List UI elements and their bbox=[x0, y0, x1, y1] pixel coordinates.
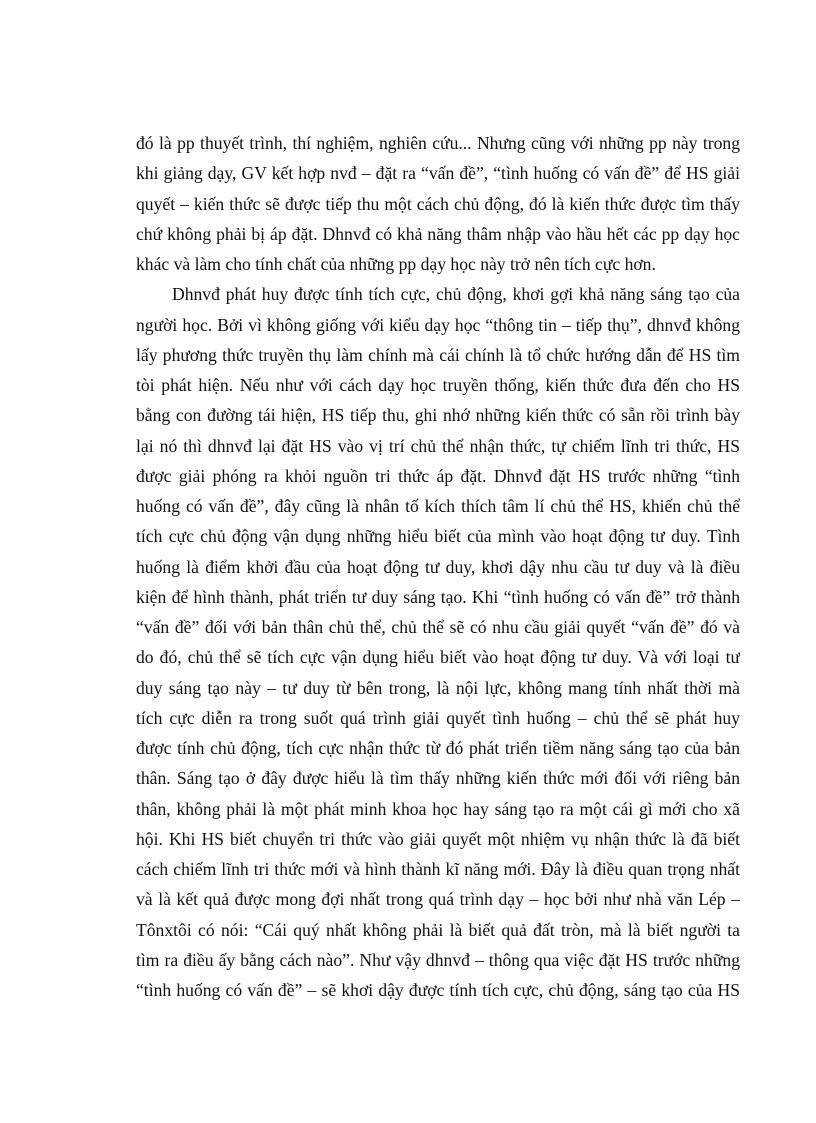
paragraph-2 bbox=[136, 279, 740, 1005]
text-line: Tônxtôi có nói: “Cái quý nhất không phải là biết quả đất tròn, mà là biết người ta bbox=[136, 919, 740, 940]
text-line: “tình huống có vấn đề” – sẽ khơi dậy được tính tích cực, chủ động, sáng tạo của HS bbox=[136, 980, 740, 1000]
text-line: lại nó thì dhnvđ lại đặt HS vào vị trí chủ thể nhận thức, tự chiếm lĩnh tri thức, HS bbox=[136, 435, 740, 456]
text-line: người học. Bởi vì không giống với kiểu dạy học “thông tin – tiếp thụ”, dhnvđ không bbox=[136, 314, 740, 335]
text-line: được tính chủ động, tích cực nhận thức từ đó phát triển tiềm năng sáng tạo của bản bbox=[136, 738, 740, 758]
text-line: cách chiếm lĩnh tri thức mới và hình thành kĩ năng mới. Đây là điều quan trọng nhất bbox=[136, 859, 740, 879]
text-line: huống là điểm khởi đầu của hoạt động tư duy, khơi dậy nhu cầu tư duy và là điều bbox=[136, 556, 740, 577]
text-line: tích cực diễn ra trong suốt quá trình giải quyết tình huống – chủ thể sẽ phát huy bbox=[136, 707, 740, 728]
text-line: kiện để hình thành, phát triển tư duy sáng tạo. Khi “tình huống có vấn đề” trở thành bbox=[136, 586, 740, 607]
paragraph-1 bbox=[136, 128, 740, 279]
text-line: tích cực chủ động vận dụng những hiểu biết của mình vào hoạt động tư duy. Tình bbox=[136, 526, 740, 547]
text-line: do đó, chủ thể sẽ tích cực vận dụng hiểu biết vào hoạt động tư duy. Và với loại tư bbox=[136, 647, 740, 668]
text-line: tìm ra điều ấy bằng cách nào”. Như vậy dhnvđ – thông qua việc đặt HS trước những bbox=[136, 949, 740, 970]
text-line: và là kết quả được mong đợi nhất trong quá trình dạy – học bởi như nhà văn Lép – bbox=[136, 889, 740, 910]
text-line: duy sáng tạo này – tư duy từ bên trong, là nội lực, không mang tính nhất thời mà bbox=[136, 677, 740, 698]
text-line: thân. Sáng tạo ở đây được hiểu là tìm thấy những kiến thức mới đối với riêng bản bbox=[136, 768, 740, 789]
text-line: hội. Khi HS biết chuyển tri thức vào giải quyết một nhiệm vụ nhận thức là đã biết bbox=[136, 828, 740, 849]
text-line: huống có vấn đề”, đây cũng là nhân tố kích thích tâm lí chủ thể HS, khiến chủ thể bbox=[136, 496, 740, 516]
document-page bbox=[136, 128, 740, 1005]
text-line: đó là pp thuyết trình, thí nghiệm, nghiên cứu... Nhưng cũng với những pp này trong bbox=[136, 133, 740, 153]
text-line: thân, không phải là một phát minh khoa học hay sáng tạo ra một cái gì mới cho xã bbox=[136, 798, 740, 819]
text-line: khác và làm cho tính chất của những pp dạy học này trở nên tích cực hơn. bbox=[136, 254, 656, 274]
text-line: quyết – kiến thức sẽ được tiếp thu một cách chủ động, đó là kiến thức được tìm thấy bbox=[136, 193, 740, 214]
text-line: được giải phóng ra khỏi nguồn tri thức áp đặt. Dhnvđ đặt HS trước những “tình bbox=[136, 465, 740, 486]
text-line: lấy phương thức truyền thụ làm chính mà cái chính là tổ chức hướng dẫn để HS tìm bbox=[136, 344, 740, 365]
text-line: Dhnvđ phát huy được tính tích cực, chủ động, khơi gợi khả năng sáng tạo của bbox=[172, 284, 740, 305]
text-line: “vấn đề” đối với bản thân chủ thể, chủ thể sẽ có nhu cầu giải quyết “vấn đề” đó và bbox=[136, 617, 740, 637]
text-line: tòi phát hiện. Nếu như với cách dạy học truyền thống, kiến thức đưa đến cho HS bbox=[136, 375, 740, 395]
text-line: khi giảng dạy, GV kết hợp nvđ – đặt ra “vấn đề”, “tình huống có vấn đề” để HS giải bbox=[136, 163, 740, 184]
text-line: chứ không phải bị áp đặt. Dhnvđ có khả năng thâm nhập vào hầu hết các pp dạy học bbox=[136, 223, 740, 244]
text-line: bằng con đường tái hiện, HS tiếp thu, ghi nhớ những kiến thức có sẵn rồi trình bày bbox=[136, 405, 740, 426]
